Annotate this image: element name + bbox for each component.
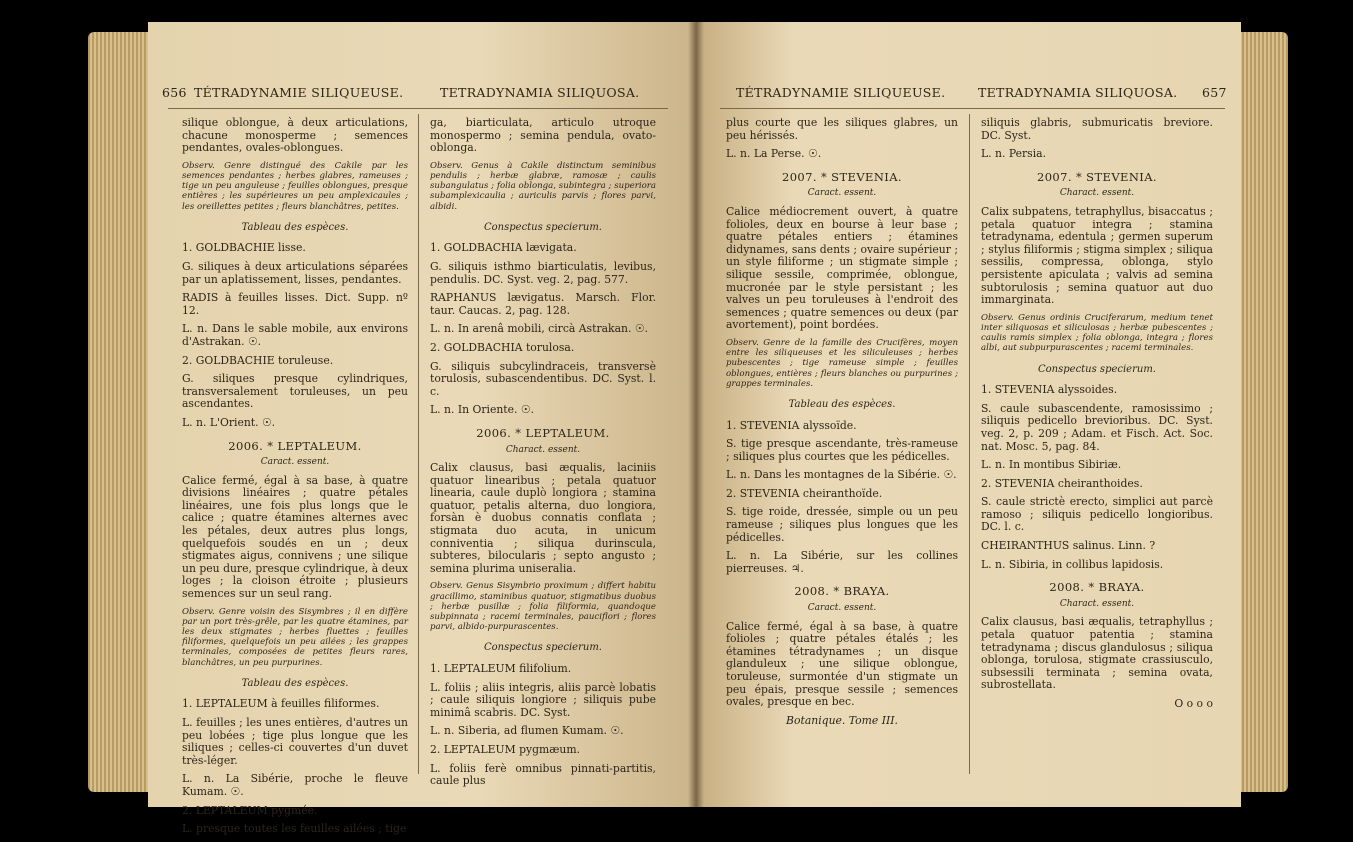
paragraph: Calice médiocrement ouvert, à quatre folioles, deux en bourse à leur base ; quatre pétales entiers ; étamines didynames, sans dents ; ovaire supérieur ; un style filiforme ; un stigmate simple ; silique sessile, comprimée, oblongue, mucronée par le style persistant ; les valves un peu toruleuses à l'endroit des semences ; quatre semences ou deux (par avortement), point bordées. xyxy=(726,204,958,332)
paragraph: Calix clausus, basi æqualis, tetraphyllus ; petala quatuor patentia ; stamina tetradynama ; discus glandulosus ; siliqua oblonga, torulosa, stigmate crassiusculo, subsessili terminata ; semina ovata, subrostellata. xyxy=(981,615,1213,692)
open-book xyxy=(88,22,1288,836)
observation: Observ. Genus à Cakile distinctum seminibus pendulis ; herbæ glabræ, ramosæ ; caulis subangulatus ; folia oblonga, subintegra ; superiora subamplexicaulia ; auriculis parvis ; flores parvi, albidi. xyxy=(430,160,656,212)
species-name: 1. STEVENIA alyssoïde. xyxy=(726,418,857,432)
caract-label: Caract. essent. xyxy=(807,603,877,614)
paragraph: Calix clausus, basi æqualis, laciniis quatuor linearibus ; petala quatuor linearia, caule duplò longiora ; stamina quatuor, petalis alterna, duo longiora, forsàn è duobus connatis conflata ; stigmata duo acuta, in unicum conniventia ; siliqua durinscula, subteres, bilocularis ; septo angusto ; semina plurima uniseralia. xyxy=(430,461,656,575)
species-synonym: RAPHANUS lævigatus. Marsch. Flor. taur. Caucas. 2, pag. 128. xyxy=(430,291,656,317)
species-habitat: L. n. Sibiria, in collibus lapidosis. xyxy=(981,557,1164,571)
paragraph: siliquis glabris, submuricatis breviore. DC. Syst. xyxy=(981,116,1213,142)
genus-heading: 2006. * LEPTALEUM. xyxy=(476,425,610,440)
observation: Observ. Genre de la famille des Crucifères, moyen entre les siliqueuses et les siliculeuses ; herbes pubescentes ; tige rameuse simple ; feuilles oblongues, entières ; fleurs blanches ou purpurines ; grappes terminales. xyxy=(726,337,958,389)
species-desc: S. tige roide, dressée, simple ou un peu rameuse ; siliques plus longues que les pédicelles. xyxy=(726,505,958,544)
species-name: 1. GOLDBACHIE lisse. xyxy=(182,241,306,255)
species-habitat: L. n. L'Orient. ☉. xyxy=(182,415,276,429)
right-col-la xyxy=(981,117,1213,717)
species-synonym: CHEIRANTHUS salinus. Linn. ? xyxy=(981,539,1156,553)
section-title: Conspectus specierum. xyxy=(484,642,602,654)
left-page xyxy=(148,22,696,836)
observation: Observ. Genus ordinis Cruciferarum, medium tenet inter siliquosas et siliculosas ; herbæ pubescentes ; caulis ramis simplex ; folia oblonga, integra ; flores albi, aut subpurpurascentes ; racemi terminales. xyxy=(981,312,1213,354)
header-rule xyxy=(720,108,1225,109)
species-desc: G. siliques à deux articulations séparées par un aplatissement, lisses, pendantes. xyxy=(182,259,408,286)
species-name: 2. STEVENIA cheiranthoides. xyxy=(981,476,1143,490)
species-desc: G. siliquis subcylindraceis, transversè torulosis, subascendentibus. DC. Syst. l. c. xyxy=(430,359,656,398)
paragraph: plus courte que les siliques glabres, un peu hérissés. xyxy=(726,116,958,142)
right-header-la: TETRADYNAMIA SILIQUOSA. xyxy=(978,85,1178,100)
species-name: 2. GOLDBACHIA torulosa. xyxy=(430,340,575,354)
species-desc: S. caule subascendente, ramosissimo ; siliquis pedicello brevioribus. DC. Syst. veg. 2, p. 209 ; Adam. et Fisch. Act. Soc. nat. Mosc. 5, pag. 84. xyxy=(981,401,1213,453)
paragraph: Calice fermé, égal à sa base, à quatre folioles ; quatre pétales étalés ; les étamines tétradynames ; un disque glanduleux ; une silique oblongue, toruleuse, surmontée d'un stigmate un peu épais, presque sessile ; semences ovales, presque en bec. xyxy=(726,619,958,709)
header-rule xyxy=(168,108,668,109)
species-habitat: L. n. Dans le sable mobile, aux environs d'Astrakan. ☉. xyxy=(182,322,408,348)
section-title: Tableau des espèces. xyxy=(788,398,896,410)
caract-label: Charact. essent. xyxy=(505,444,581,455)
genus-heading: 2007. * STEVENIA. xyxy=(782,169,902,184)
column-divider xyxy=(418,114,419,774)
species-name: 1. STEVENIA alyssoides. xyxy=(981,383,1118,397)
column-divider xyxy=(969,114,970,774)
species-name: 2. STEVENIA cheiranthoïde. xyxy=(726,486,883,500)
genus-heading: 2007. * STEVENIA. xyxy=(1037,169,1157,184)
right-page-edges xyxy=(1236,32,1288,792)
species-habitat: L. n. Dans les montagnes de la Sibérie. ☉. xyxy=(726,468,957,482)
species-habitat: L. n. La Perse. ☉. xyxy=(726,147,822,161)
species-desc: L. foliis ferè omnibus pinnati-partitis, caule plus xyxy=(430,761,656,788)
species-name: 1. GOLDBACHIA lævigata. xyxy=(430,241,577,255)
right-page xyxy=(696,22,1241,807)
section-title: Tableau des espèces. xyxy=(241,221,349,233)
printer-signature: O o o o xyxy=(1174,697,1213,710)
genus-heading: 2008. * BRAYA. xyxy=(794,584,890,599)
section-title: Tableau des espèces. xyxy=(241,677,349,689)
observation: Observ. Genre distingué des Cakile par les semences pendantes ; herbes glabres, rameuses ; tige un peu anguleuse ; feuilles oblongues, presque entières ; les supérieures un peu amplexicaules ; les oreillettes petites ; fleurs blanchâtres, petites. xyxy=(182,160,408,212)
section-title: Conspectus specierum. xyxy=(484,221,602,233)
species-desc: S. caule strictè erecto, simplici aut parcè ramoso ; siliquis pedicello longioribus. DC. l. c. xyxy=(981,495,1213,534)
species-habitat: L. n. Persia. xyxy=(981,147,1047,161)
left-col-fr xyxy=(182,117,408,842)
species-name: 1. LEPTALEUM à feuilles filiformes. xyxy=(182,697,380,711)
volume-footer: Botanique. Tome III. xyxy=(786,713,898,727)
paragraph: Calix subpatens, tetraphyllus, bisaccatus ; petala quatuor integra ; stamina tetradynama, edentula ; germen superum ; stylus filiformis ; stigma simplex ; siliqua sessilis, compressa, oblonga, stylo persistente apiculata ; valvis ad semina subtorulosis ; semina quatuor aut duo immarginata. xyxy=(981,204,1213,307)
left-col-la xyxy=(430,117,656,794)
species-name: 2. LEPTALEUM pygmæum. xyxy=(430,743,581,757)
paragraph: ga, biarticulata, articulo utroque monospermo ; semina pendula, ovato-oblonga. xyxy=(430,116,656,155)
genus-heading: 2006. * LEPTALEUM. xyxy=(228,438,362,453)
species-name: 2. LEPTALEUM pygmée. xyxy=(182,803,318,817)
right-col-fr xyxy=(726,117,958,733)
species-desc: L. feuilles ; les unes entières, d'autres un peu lobées ; tige plus longue que les siliques ; celles-ci couvertes d'un duvet très-léger. xyxy=(182,716,408,767)
species-habitat: L. n. In arenâ mobili, circà Astrakan. ☉. xyxy=(430,322,648,336)
left-header-la: TETRADYNAMIA SILIQUOSA. xyxy=(440,85,640,100)
species-synonym: RADIS à feuilles lisses. Dict. Supp. nº 12. xyxy=(182,291,408,317)
observation: Observ. Genre voisin des Sisymbres ; il en diffère par un port très-grêle, par les quatre étamines, par les deux stigmates ; herbes fluettes ; feuilles filiformes, quelquefois un peu ailées ; les grappes terminales, composées de petites fleurs rares, blanchâtres, un peu purpurines. xyxy=(182,606,408,668)
species-habitat: L. n. In Oriente. ☉. xyxy=(430,403,535,417)
right-page-number: 657 xyxy=(1202,85,1227,100)
left-header-fr: TÉTRADYNAMIE SILIQUEUSE. xyxy=(194,85,404,100)
caract-label: Charact. essent. xyxy=(1059,188,1135,199)
species-desc: L. foliis ; aliis integris, aliis parcè lobatis ; caule siliquis longiore ; siliquis pube minimâ scabris. DC. Syst. xyxy=(430,680,656,719)
species-name: 1. LEPTALEUM filifolium. xyxy=(430,662,572,676)
observation: Observ. Genus Sisymbrio proximum ; differt habitu gracillimo, staminibus quatuor, stigmatibus duobus ; herbæ pusillæ ; folia filiformia, quandoque subpinnata ; racemi terminales, pauciflori ; flores parvi, albido-purpurascentes. xyxy=(430,581,656,633)
species-desc: G. siliques presque cylindriques, transversalement toruleuses, un peu ascendantes. xyxy=(182,372,408,411)
caract-label: Caract. essent. xyxy=(807,188,877,199)
species-habitat: L. n. La Sibérie, sur les collines pierreuses. ♃. xyxy=(726,549,958,575)
genus-heading: 2008. * BRAYA. xyxy=(1049,580,1145,595)
species-habitat: L. n. In montibus Sibiriæ. xyxy=(981,458,1122,472)
left-page-number: 656 xyxy=(162,85,187,100)
left-page-edges xyxy=(88,32,156,792)
right-header-fr: TÉTRADYNAMIE SILIQUEUSE. xyxy=(736,85,946,100)
species-desc: G. siliquis isthmo biarticulatis, levibus, pendulis. DC. Syst. veg. 2, pag. 577. xyxy=(430,259,656,286)
caract-label: Charact. essent. xyxy=(1059,598,1135,609)
species-habitat: L. n. Siberia, ad flumen Kumam. ☉. xyxy=(430,724,624,738)
paragraph: Calice fermé, égal à sa base, à quatre divisions linéaires ; quatre pétales linéaires, une fois plus longs que le calice ; quatre étamines alternes avec les pétales, deux autres plus longs, quelquefois soudés en un ; deux stigmates aigus, connivens ; une silique un peu dure, presque cylindrique, à deux loges ; la cloison étroite ; plusieurs semences sur un seul rang. xyxy=(182,473,408,601)
section-title: Conspectus specierum. xyxy=(1038,363,1156,375)
species-desc: L. presque toutes les feuilles ailées ; tige xyxy=(182,822,407,836)
species-name: 2. GOLDBACHIE toruleuse. xyxy=(182,353,334,367)
species-habitat: L. n. La Sibérie, proche le fleuve Kumam. ☉. xyxy=(182,772,408,799)
book-gutter xyxy=(688,22,704,807)
paragraph: silique oblongue, à deux articulations, chacune monosperme ; semences pendantes, ovales-oblongues. xyxy=(182,116,408,155)
species-desc: S. tige presque ascendante, très-rameuse ; siliques plus courtes que les pédicelles. xyxy=(726,437,958,463)
caract-label: Caract. essent. xyxy=(260,457,330,468)
